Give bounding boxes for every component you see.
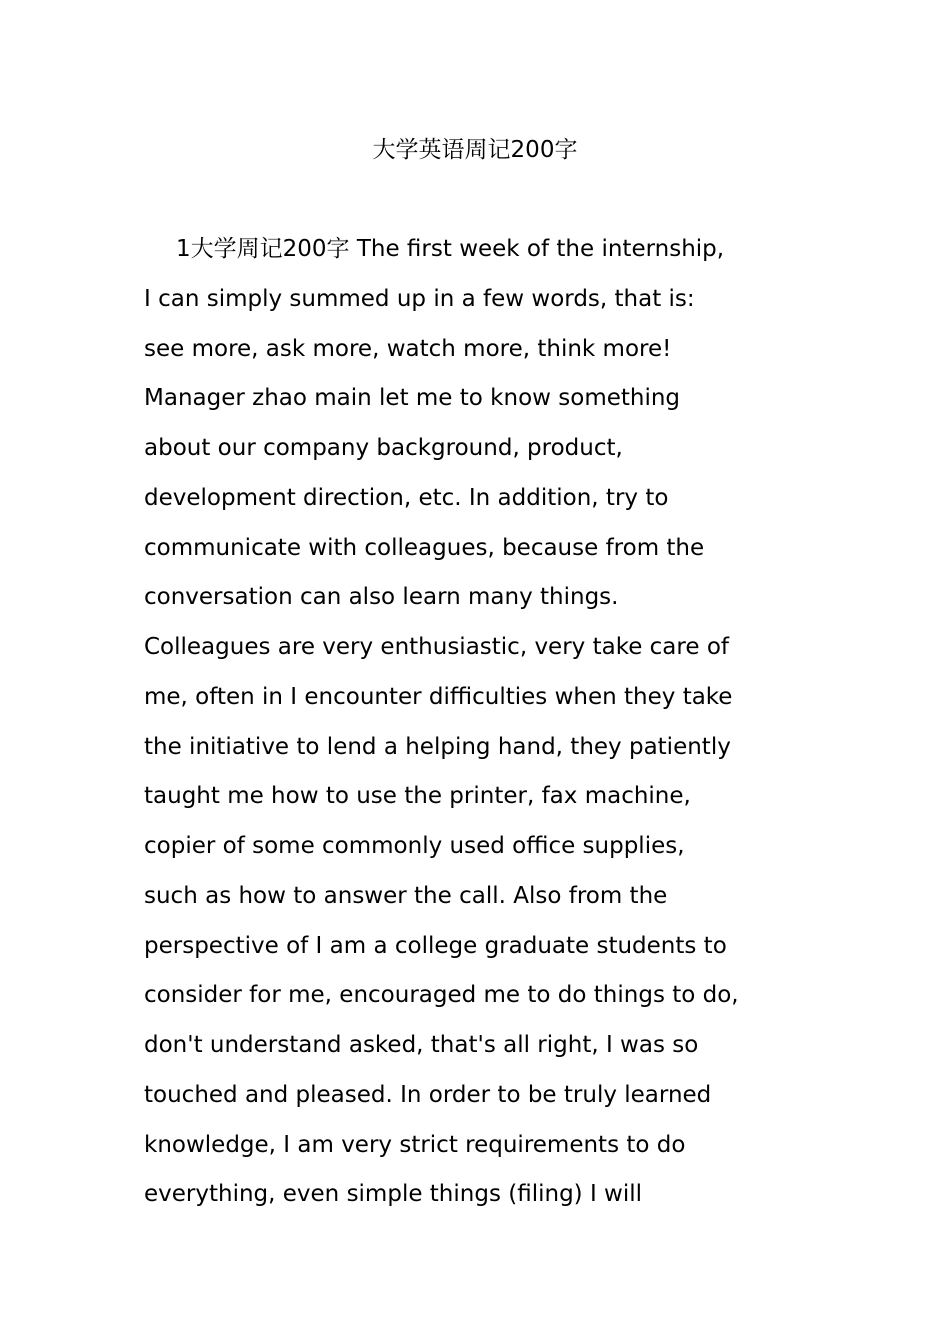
paragraph-line: everything, even simple things (filing) I will (144, 1181, 643, 1208)
paragraph-line: I can simply summed up in a few words, that is: (144, 285, 695, 312)
paragraph-line: copier of some commonly used office supplies, (144, 833, 685, 859)
paragraph-line: taught me how to use the printer, fax machine, (144, 783, 691, 810)
document-body (144, 230, 814, 1225)
paragraph-line: me, often in I encounter difficulties when they take (144, 683, 733, 710)
paragraph-line: consider for me, encouraged me to do things to do, (144, 982, 739, 1009)
paragraph-line: about our company background, product, (144, 435, 623, 461)
paragraph-line: 1大学周记200字 The first week of the internship, (176, 236, 725, 262)
paragraph-line: such as how to answer the call. Also from the (144, 882, 668, 909)
paragraph-line: see more, ask more, watch more, think more! (144, 335, 672, 362)
paragraph-line: development direction, etc. In addition, try to (144, 484, 669, 511)
paragraph-line: conversation can also learn many things. (144, 584, 619, 611)
document-title: 大学英语周记200字 (372, 137, 578, 163)
paragraph-line: communicate with colleagues, because from the (144, 534, 705, 561)
paragraph-line: touched and pleased. In order to be truly learned (144, 1081, 712, 1108)
paragraph-line: Colleagues are very enthusiastic, very take care of (144, 634, 729, 660)
paragraph-line: knowledge, I am very strict requirements to do (144, 1131, 686, 1158)
paragraph-line: Manager zhao main let me to know something (144, 385, 681, 412)
paragraph-line: perspective of I am a college graduate students to (144, 932, 727, 959)
paragraph-line: don't understand asked, that's all right, I was so (144, 1032, 699, 1058)
paragraph-line: the initiative to lend a helping hand, they patiently (144, 733, 731, 760)
